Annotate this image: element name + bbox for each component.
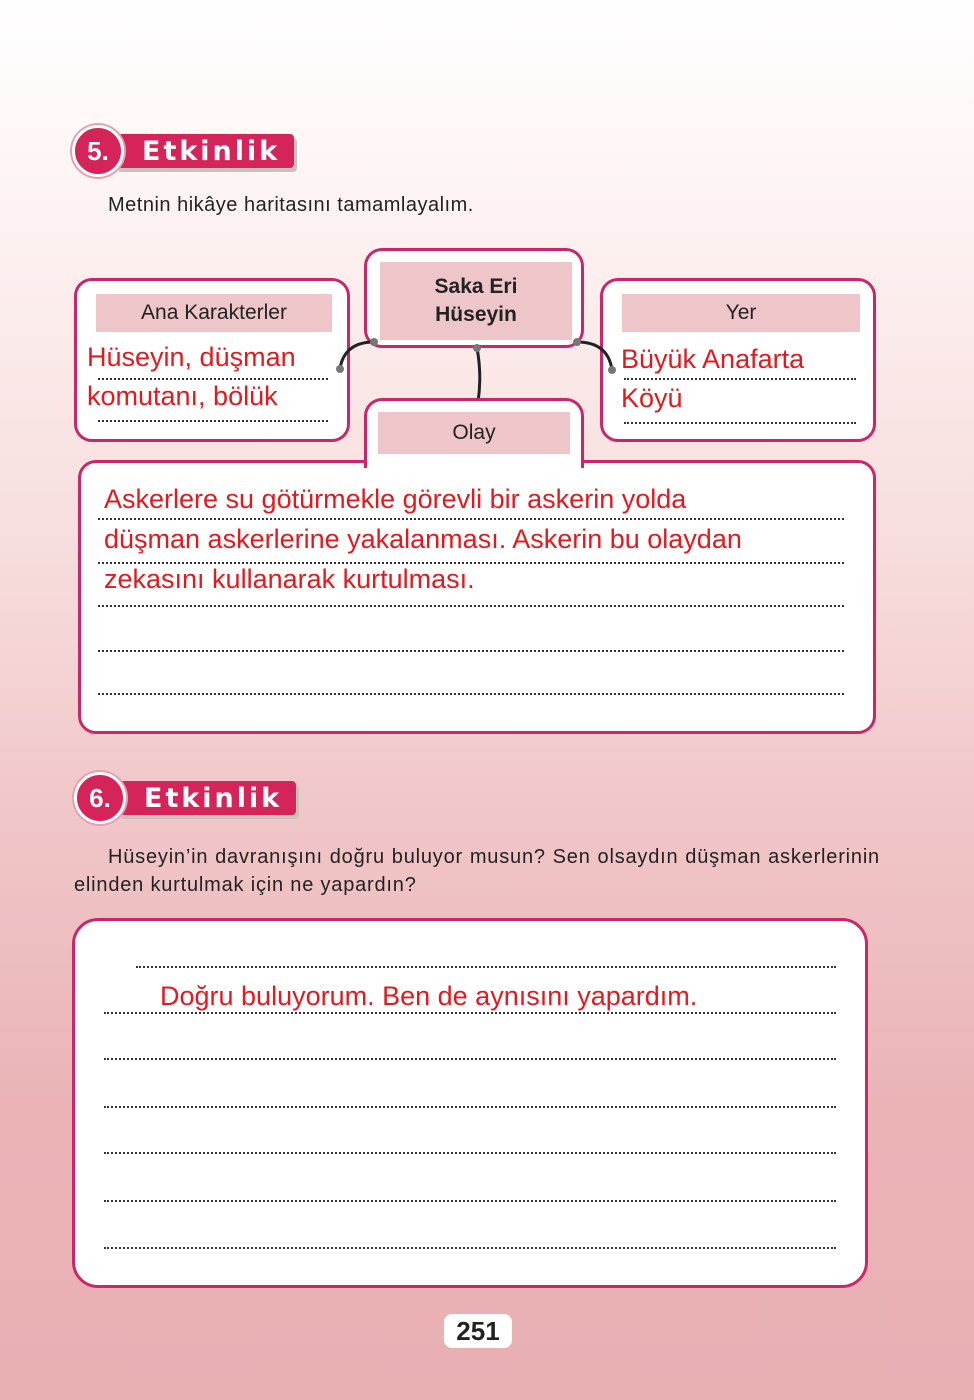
activity-number: 6. (74, 772, 126, 824)
answer-line (104, 1152, 836, 1154)
event-answer-2: düşman askerlerine yakalanması. Askerin bu olaydan (104, 524, 742, 554)
activity-number: 5. (72, 125, 124, 177)
answer-line (104, 1247, 836, 1249)
page-number: 251 (444, 1314, 512, 1348)
event-label: Olay (378, 412, 570, 454)
answer-line (136, 966, 836, 968)
instruction: Metnin hikâye haritasını tamamlayalım. (108, 194, 474, 216)
activity-title: Etkinlik (116, 134, 294, 168)
center-title: Saka Eri Hüseyin (380, 262, 572, 340)
answer-box (72, 918, 868, 1288)
answer-line (98, 605, 844, 607)
answer-line (104, 1200, 836, 1202)
characters-answer-2: komutanı, bölük (87, 381, 278, 411)
place-label: Yer (622, 294, 860, 332)
characters-label: Ana Karakterler (96, 294, 332, 332)
place-answer-2: Köyü (621, 383, 683, 413)
event-answer-3: zekasını kullanarak kurtulması. (104, 564, 475, 594)
activity-title: Etkinlik (118, 781, 296, 815)
characters-answer-1: Hüseyin, düşman (87, 342, 296, 372)
place-answer-1: Büyük Anafarta (621, 344, 805, 374)
answer-line (104, 1058, 836, 1060)
answer-line (98, 650, 844, 652)
answer-text: Doğru buluyorum. Ben de aynısını yapardım. (160, 981, 698, 1011)
activity-6-badge (74, 775, 296, 821)
question: Hüseyin’in davranışını doğru buluyor musun? Sen olsaydın düşman askerlerinin elinden kurtulmak için ne yapardın? (74, 846, 880, 896)
connector-lines (0, 0, 974, 460)
answer-line (98, 693, 844, 695)
answer-line (104, 1106, 836, 1108)
event-answer-1: Askerlere su götürmekle görevli bir askerin yolda (104, 484, 687, 514)
